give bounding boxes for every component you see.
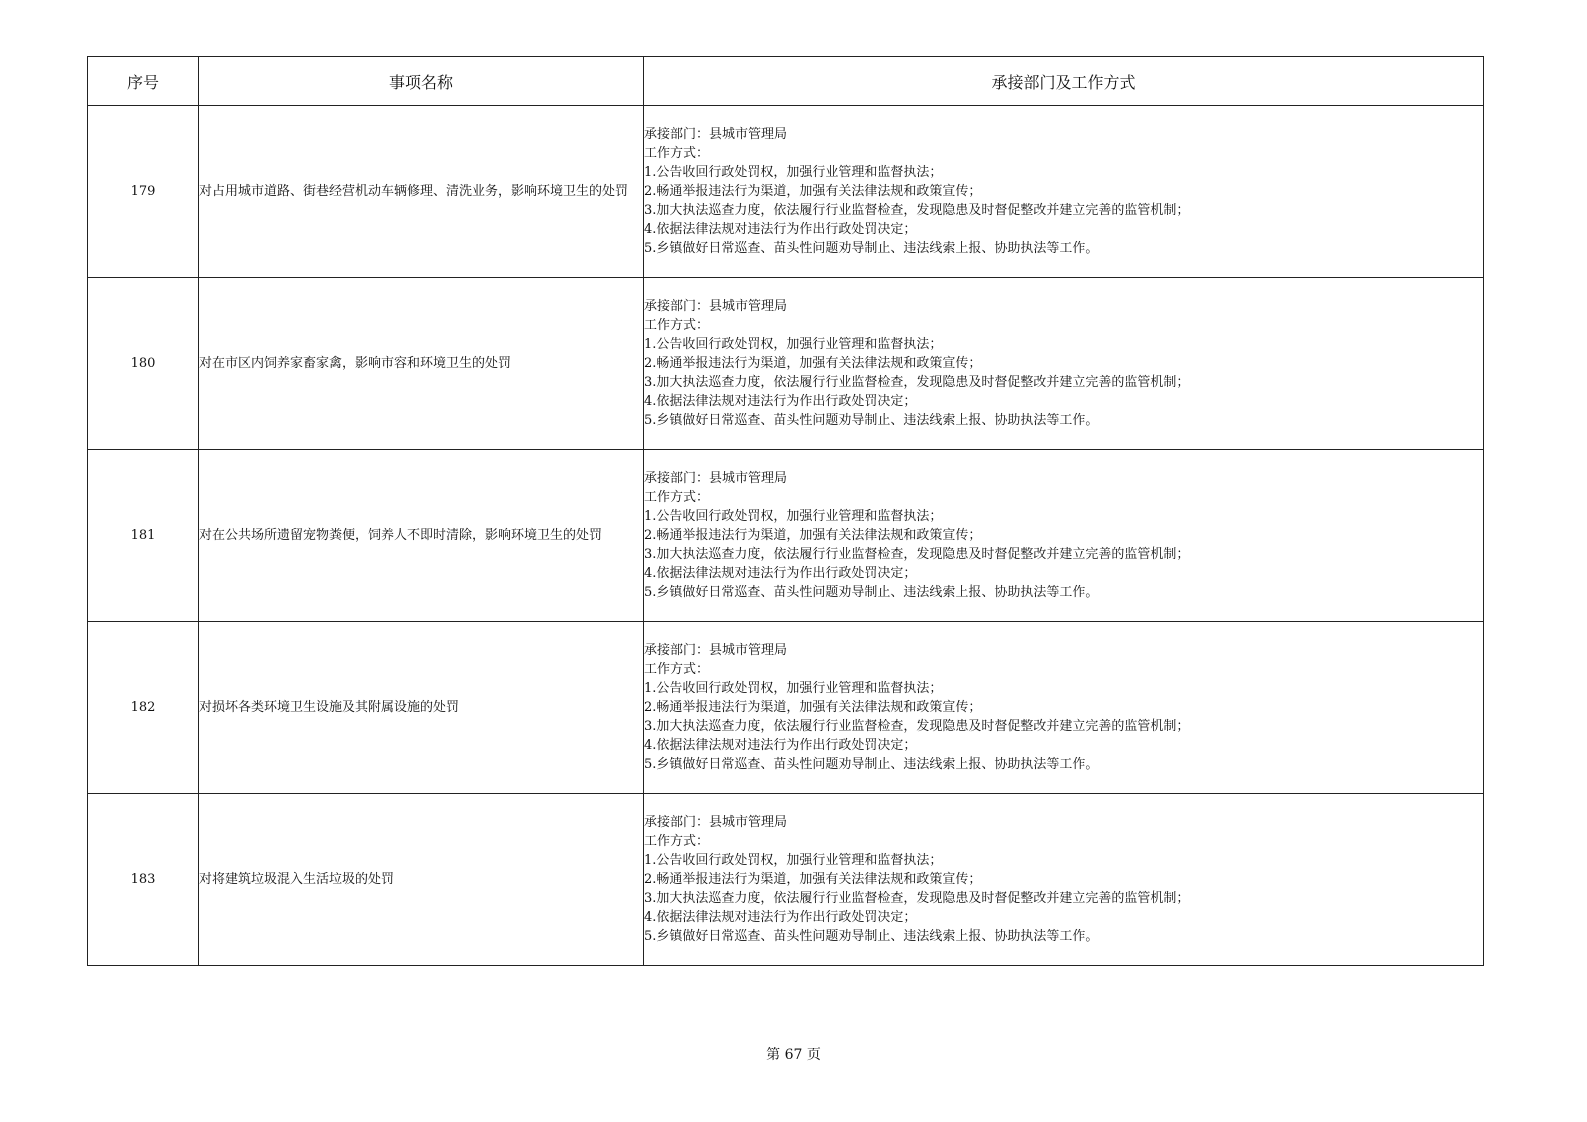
method-item: 1.公告收回行政处罚权，加强行业管理和监督执法；	[644, 853, 943, 868]
table-row	[88, 622, 1484, 794]
dept-line: 承接部门：县城市管理局	[644, 815, 788, 830]
row-item-name: 对占用城市道路、街巷经营机动车辆修理、清洗业务，影响环境卫生的处罚	[199, 106, 644, 278]
method-item: 5.乡镇做好日常巡查、苗头性问题劝导制止、违法线索上报、协助执法等工作。	[644, 757, 1099, 772]
method-item: 2.畅通举报违法行为渠道，加强有关法律法规和政策宣传；	[644, 184, 982, 199]
method-heading: 工作方式：	[644, 318, 710, 333]
row-item-name: 对在市区内饲养家畜家禽，影响市容和环境卫生的处罚	[199, 278, 644, 450]
method-item: 3.加大执法巡查力度，依法履行行业监督检查，发现隐患及时督促整改并建立完善的监管机制；	[644, 719, 1190, 734]
row-seq: 181	[88, 450, 199, 622]
table-row	[88, 106, 1484, 278]
method-item: 3.加大执法巡查力度，依法履行行业监督检查，发现隐患及时督促整改并建立完善的监管机制；	[644, 547, 1190, 562]
method-item: 3.加大执法巡查力度，依法履行行业监督检查，发现隐患及时督促整改并建立完善的监管机制；	[644, 891, 1190, 906]
method-item: 1.公告收回行政处罚权，加强行业管理和监督执法；	[644, 337, 943, 352]
method-heading: 工作方式：	[644, 834, 710, 849]
dept-line: 承接部门：县城市管理局	[644, 127, 788, 142]
header-dept-method: 承接部门及工作方式	[644, 57, 1484, 106]
row-dept-method	[644, 450, 1484, 622]
method-heading: 工作方式：	[644, 146, 710, 161]
method-item: 4.依据法律法规对违法行为作出行政处罚决定；	[644, 566, 917, 581]
method-item: 4.依据法律法规对违法行为作出行政处罚决定；	[644, 222, 917, 237]
items-table	[87, 56, 1484, 966]
row-seq: 179	[88, 106, 199, 278]
table-row	[88, 794, 1484, 966]
method-item: 2.畅通举报违法行为渠道，加强有关法律法规和政策宣传；	[644, 700, 982, 715]
dept-line: 承接部门：县城市管理局	[644, 643, 788, 658]
row-dept-method	[644, 622, 1484, 794]
method-heading: 工作方式：	[644, 490, 710, 505]
row-item-name: 对将建筑垃圾混入生活垃圾的处罚	[199, 794, 644, 966]
method-item: 1.公告收回行政处罚权，加强行业管理和监督执法；	[644, 509, 943, 524]
method-item: 2.畅通举报违法行为渠道，加强有关法律法规和政策宣传；	[644, 528, 982, 543]
method-item: 2.畅通举报违法行为渠道，加强有关法律法规和政策宣传；	[644, 872, 982, 887]
method-item: 1.公告收回行政处罚权，加强行业管理和监督执法；	[644, 165, 943, 180]
table-row	[88, 450, 1484, 622]
row-seq: 180	[88, 278, 199, 450]
method-item: 4.依据法律法规对违法行为作出行政处罚决定；	[644, 738, 917, 753]
method-item: 3.加大执法巡查力度，依法履行行业监督检查，发现隐患及时督促整改并建立完善的监管机制；	[644, 203, 1190, 218]
header-seq: 序号	[88, 57, 199, 106]
row-item-name: 对在公共场所遗留宠物粪便，饲养人不即时清除，影响环境卫生的处罚	[199, 450, 644, 622]
method-item: 4.依据法律法规对违法行为作出行政处罚决定；	[644, 394, 917, 409]
method-item: 5.乡镇做好日常巡查、苗头性问题劝导制止、违法线索上报、协助执法等工作。	[644, 413, 1099, 428]
method-item: 4.依据法律法规对违法行为作出行政处罚决定；	[644, 910, 917, 925]
table-header-row	[88, 57, 1484, 106]
row-dept-method	[644, 278, 1484, 450]
row-dept-method	[644, 106, 1484, 278]
method-item: 5.乡镇做好日常巡查、苗头性问题劝导制止、违法线索上报、协助执法等工作。	[644, 585, 1099, 600]
method-heading: 工作方式：	[644, 662, 710, 677]
method-item: 2.畅通举报违法行为渠道，加强有关法律法规和政策宣传；	[644, 356, 982, 371]
header-item-name: 事项名称	[199, 57, 644, 106]
page-number: 第 67 页	[766, 1047, 821, 1063]
dept-line: 承接部门：县城市管理局	[644, 471, 788, 486]
method-item: 3.加大执法巡查力度，依法履行行业监督检查，发现隐患及时督促整改并建立完善的监管机制；	[644, 375, 1190, 390]
method-item: 1.公告收回行政处罚权，加强行业管理和监督执法；	[644, 681, 943, 696]
row-dept-method	[644, 794, 1484, 966]
method-item: 5.乡镇做好日常巡查、苗头性问题劝导制止、违法线索上报、协助执法等工作。	[644, 241, 1099, 256]
method-item: 5.乡镇做好日常巡查、苗头性问题劝导制止、违法线索上报、协助执法等工作。	[644, 929, 1099, 944]
dept-line: 承接部门：县城市管理局	[644, 299, 788, 314]
row-seq: 182	[88, 622, 199, 794]
row-seq: 183	[88, 794, 199, 966]
table-row	[88, 278, 1484, 450]
row-item-name: 对损坏各类环境卫生设施及其附属设施的处罚	[199, 622, 644, 794]
